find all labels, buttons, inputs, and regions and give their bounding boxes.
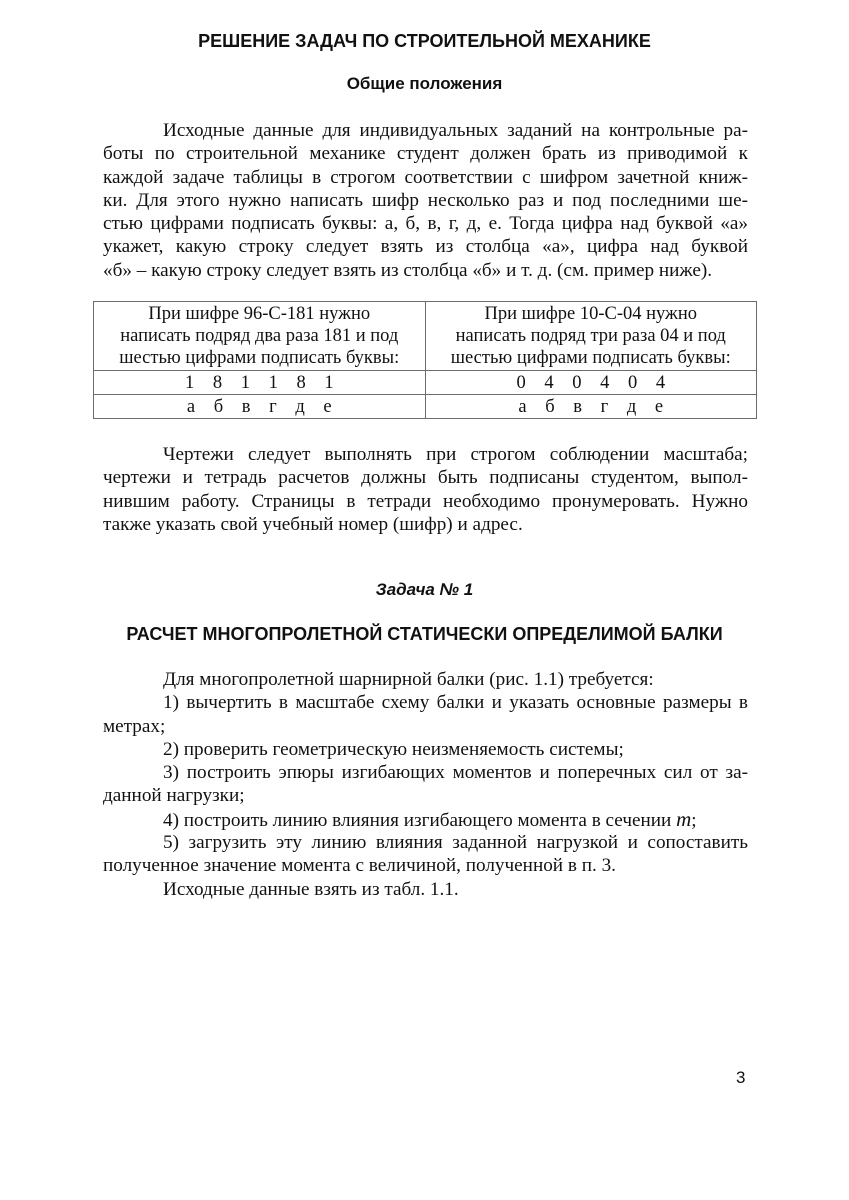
text-line: ки. Для этого нужно написать шифр несколько раз и под последними ше- — [103, 189, 748, 211]
task-label: Задача № 1 — [375, 580, 474, 599]
paragraph-drawings — [103, 443, 748, 536]
table-letters-cell: а б в г д е — [94, 395, 426, 419]
table-header-cell — [425, 302, 757, 371]
paragraph-instructions — [103, 119, 748, 282]
page-number: 3 — [736, 1068, 746, 1087]
text-line: также указать свой учебный номер (шифр) и адрес. — [103, 513, 523, 535]
task-intro: Для многопролетной шарнирной балки (рис. 1.1) требуется: — [163, 669, 654, 690]
requirement-item: 3) построить эпюры изгибающих моментов и поперечных сил от за- — [163, 762, 748, 784]
task-requirements — [103, 668, 748, 901]
task-heading: РАСЧЕТ МНОГОПРОЛЕТНОЙ СТАТИЧЕСКИ ОПРЕДЕЛИМОЙ БАЛКИ — [126, 624, 723, 644]
requirement-item: 2) проверить геометрическую неизменяемость системы; — [163, 738, 624, 760]
text-line: Исходные данные для индивидуальных заданий на контрольные ра- — [163, 120, 748, 141]
requirement-item-continued: данной нагрузки; — [103, 785, 245, 807]
text-line: стью цифрами подписать буквы: а, б, в, г, д, е. Тогда цифра над буквой «а» — [103, 213, 748, 235]
requirement-item: 5) загрузить эту линию влияния заданной нагрузкой и сопоставить — [163, 832, 748, 854]
source-note: Исходные данные взять из табл. 1.1. — [163, 878, 459, 900]
header-line: При шифре 96-С-181 нужно — [148, 304, 371, 324]
table-digits-cell: 0 4 0 4 0 4 — [425, 371, 757, 395]
header-line: написать подряд три раза 04 и под — [455, 326, 726, 346]
table-letters-cell: а б в г д е — [425, 395, 757, 419]
requirement-item-continued: метрах; — [103, 715, 166, 737]
table-header-cell — [94, 302, 426, 371]
section-symbol: m — [676, 806, 692, 831]
requirement-item — [103, 808, 748, 831]
cipher-example-table — [93, 301, 757, 419]
text-line: боты по строительной механике студент должен брать из приводимой к — [103, 143, 748, 165]
section-heading-general: Общие положения — [346, 74, 503, 93]
text-line: нившим работу. Страницы в тетради необходимо пронумеровать. Нужно — [103, 490, 748, 512]
text-line: чертежи и тетрадь расчетов должны быть подписаны студентом, выпол- — [103, 467, 748, 489]
page-title: РЕШЕНИЕ ЗАДАЧ ПО СТРОИТЕЛЬНОЙ МЕХАНИКЕ — [198, 31, 651, 51]
punctuation: ; — [691, 809, 697, 831]
header-line: шестью цифрами подписать буквы: — [119, 348, 400, 368]
requirement-text: 4) построить линию влияния изгибающего момента в сечении — [163, 809, 677, 831]
header-line: При шифре 10-С-04 нужно — [484, 304, 697, 324]
requirement-item: 1) вычертить в масштабе схему балки и указать основные размеры в — [163, 692, 748, 714]
header-line: написать подряд два раза 181 и под — [120, 326, 399, 346]
text-line: Чертежи следует выполнять при строгом соблюдении масштаба; — [163, 444, 748, 465]
table-digits-cell: 1 8 1 1 8 1 — [94, 371, 426, 395]
header-line: шестью цифрами подписать буквы: — [450, 348, 731, 368]
text-line: «б» – какую строку следует взять из столбца «б» и т. д. (см. пример ниже). — [103, 259, 713, 281]
requirement-item-continued: полученное значение момента с величиной, полученной в п. 3. — [103, 855, 616, 877]
text-line: каждой задаче таблицы в строгом соответствии с шифром зачетной книж- — [103, 166, 748, 188]
text-line: укажет, какую строку следует взять из столбца «а», цифра над буквой — [103, 236, 748, 258]
